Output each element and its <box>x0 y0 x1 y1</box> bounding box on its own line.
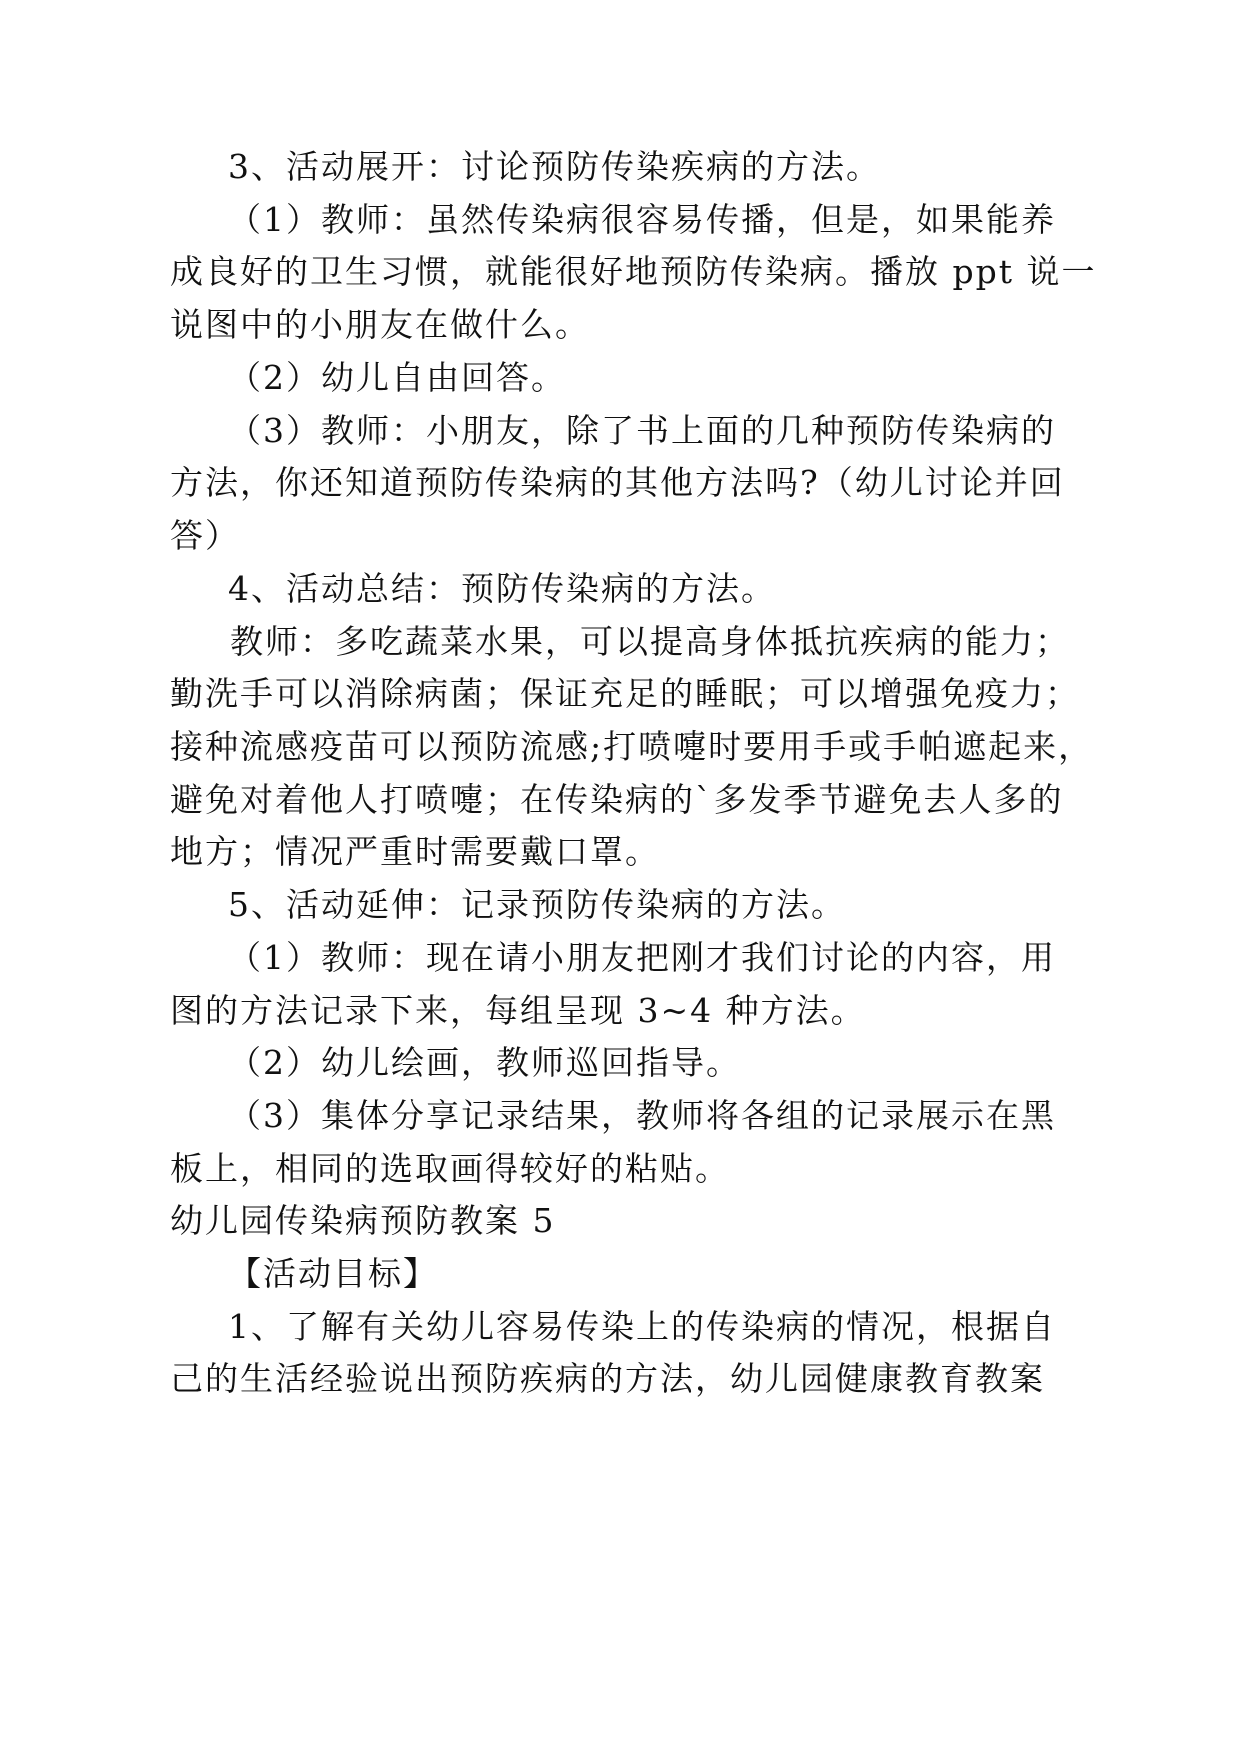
section-3-heading: 3、活动展开：讨论预防传染疾病的方法。 <box>228 147 881 186</box>
paragraph-line: （3）教师：小朋友，除了书上面的几种预防传染病的 <box>228 411 1056 450</box>
paragraph-line: 己的生活经验说出预防疾病的方法，幼儿园健康教育教案 <box>170 1359 1045 1398</box>
paragraph-line: 地方；情况严重时需要戴口罩。 <box>170 832 660 871</box>
paragraph-line: 方法，你还知道预防传染病的其他方法吗?（幼儿讨论并回 <box>170 463 1065 502</box>
paragraph-line: （2）幼儿绘画，教师巡回指导。 <box>228 1043 741 1082</box>
paragraph-line: 1、了解有关幼儿容易传染上的传染病的情况，根据自 <box>228 1307 1056 1346</box>
paragraph-line: 答） <box>170 516 240 555</box>
paragraph-line: 成良好的卫生习惯，就能很好地预防传染病。播放 ppt 说一 <box>170 252 1097 291</box>
paragraph-line: （3）集体分享记录结果，教师将各组的记录展示在黑 <box>228 1096 1056 1135</box>
section-4-heading: 4、活动总结：预防传染病的方法。 <box>228 569 776 608</box>
section-5-heading: 5、活动延伸：记录预防传染病的方法。 <box>228 885 846 924</box>
paragraph-line: 教师：多吃蔬菜水果，可以提高身体抵抗疾病的能力； <box>230 622 1070 661</box>
paragraph-line: （2）幼儿自由回答。 <box>228 358 566 397</box>
paragraph-line: （1）教师：虽然传染病很容易传播，但是，如果能养 <box>228 200 1056 239</box>
paragraph-line: 勤洗手可以消除病菌；保证充足的睡眠；可以增强免疫力； <box>170 674 1080 713</box>
paragraph-line: 图的方法记录下来，每组呈现 3~4 种方法。 <box>170 991 866 1030</box>
paragraph-line: （1）教师：现在请小朋友把刚才我们讨论的内容，用 <box>228 938 1056 977</box>
paragraph-line: 板上，相同的选取画得较好的粘贴。 <box>170 1149 730 1188</box>
paragraph-line: 接种流感疫苗可以预防流感;打喷嚏时要用手或手帕遮起来， <box>170 727 1094 766</box>
paragraph-line: 避免对着他人打喷嚏；在传染病的`多发季节避免去人多的 <box>170 780 1064 819</box>
paragraph-line: 说图中的小朋友在做什么。 <box>170 305 590 344</box>
activity-goals-heading: 【活动目标】 <box>228 1254 438 1293</box>
lesson-plan-title: 幼儿园传染病预防教案 5 <box>170 1201 556 1240</box>
